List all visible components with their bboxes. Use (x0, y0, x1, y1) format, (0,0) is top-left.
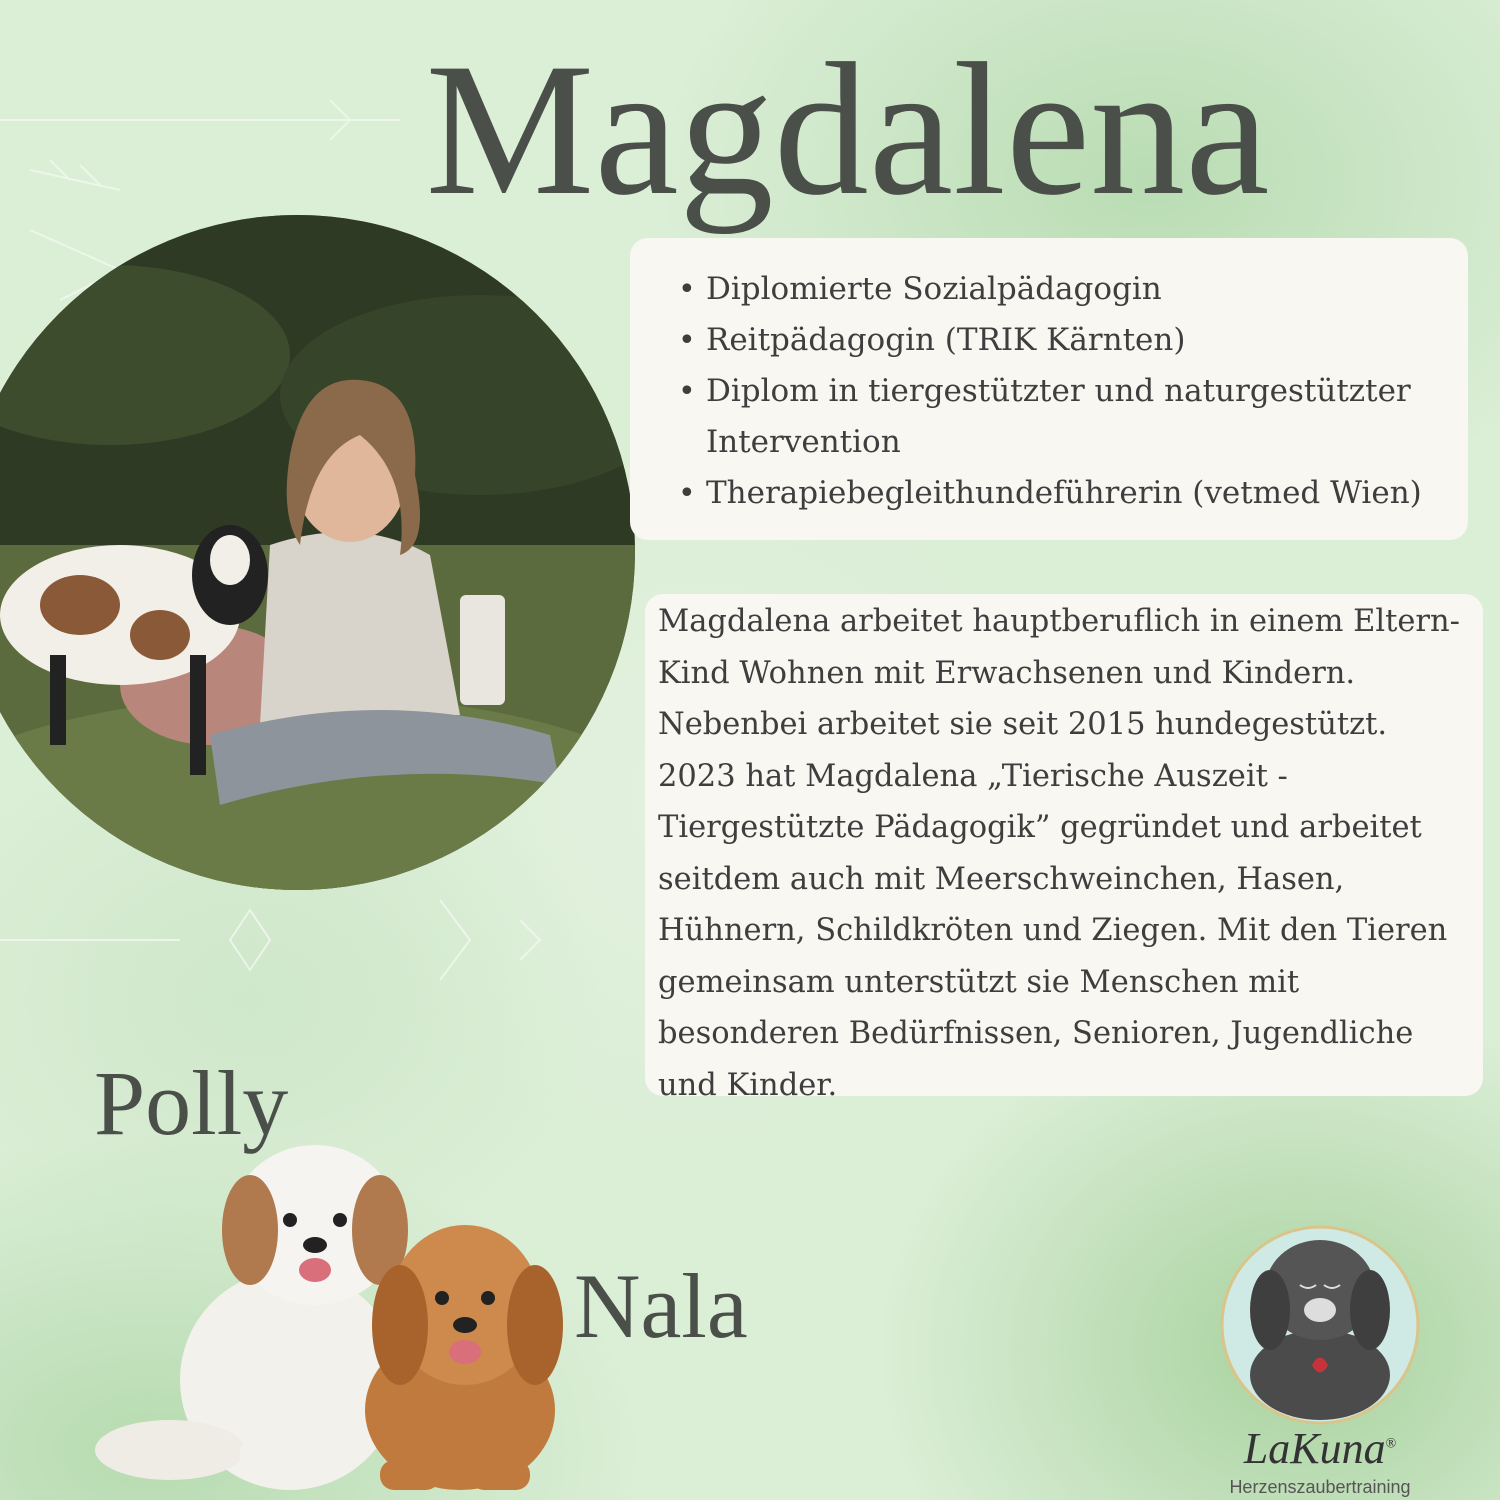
dog-name-polly: Polly (94, 1052, 289, 1154)
registered-mark: ® (1385, 1436, 1397, 1452)
qualification-item: • Diplomierte Sozialpädagogin (706, 264, 1468, 315)
logo-brand (1200, 1423, 1440, 1474)
bio-card (645, 594, 1483, 1103)
dogs-illustration (90, 1140, 570, 1500)
qualification-item: • Diplom in tiergestützter und naturgestützter Intervention (706, 366, 1468, 468)
qualifications-card (630, 238, 1468, 540)
logo-brand-text: LaKuna (1243, 1424, 1386, 1473)
qualification-item: • Therapiebegleithundeführerin (vetmed Wien) (706, 468, 1468, 519)
qualifications-list (630, 238, 1468, 519)
logo-tagline: Herzenszaubertraining (1229, 1477, 1411, 1497)
dog-name-nala: Nala (574, 1255, 748, 1357)
logo-emblem (1200, 1215, 1440, 1430)
page-title: Magdalena (425, 25, 1270, 235)
lakuna-logo (1200, 1215, 1440, 1500)
qualification-item: • Reitpädagogin (TRIK Kärnten) (706, 315, 1468, 366)
bio-text: Magdalena arbeitet hauptberuflich in einem Eltern-Kind Wohnen mit Erwachsenen und Kindern. Nebenbei arbeitet sie seit 2015 hundegestützt. 2023 hat Magdalena „Tierische Auszeit - Tiergestützte Pädagogik” gegründet und arbeitet seitdem auch mit Meerschweinchen, Hasen, Hühnern, Schildkröten und Ziegen. Mit den Tieren gemeinsam unterstützt sie Menschen mit besonderen Bedürfnissen, Senioren, Jugendliche und Kinder. (658, 604, 1460, 1103)
dog-polly-illustration (95, 1145, 408, 1490)
